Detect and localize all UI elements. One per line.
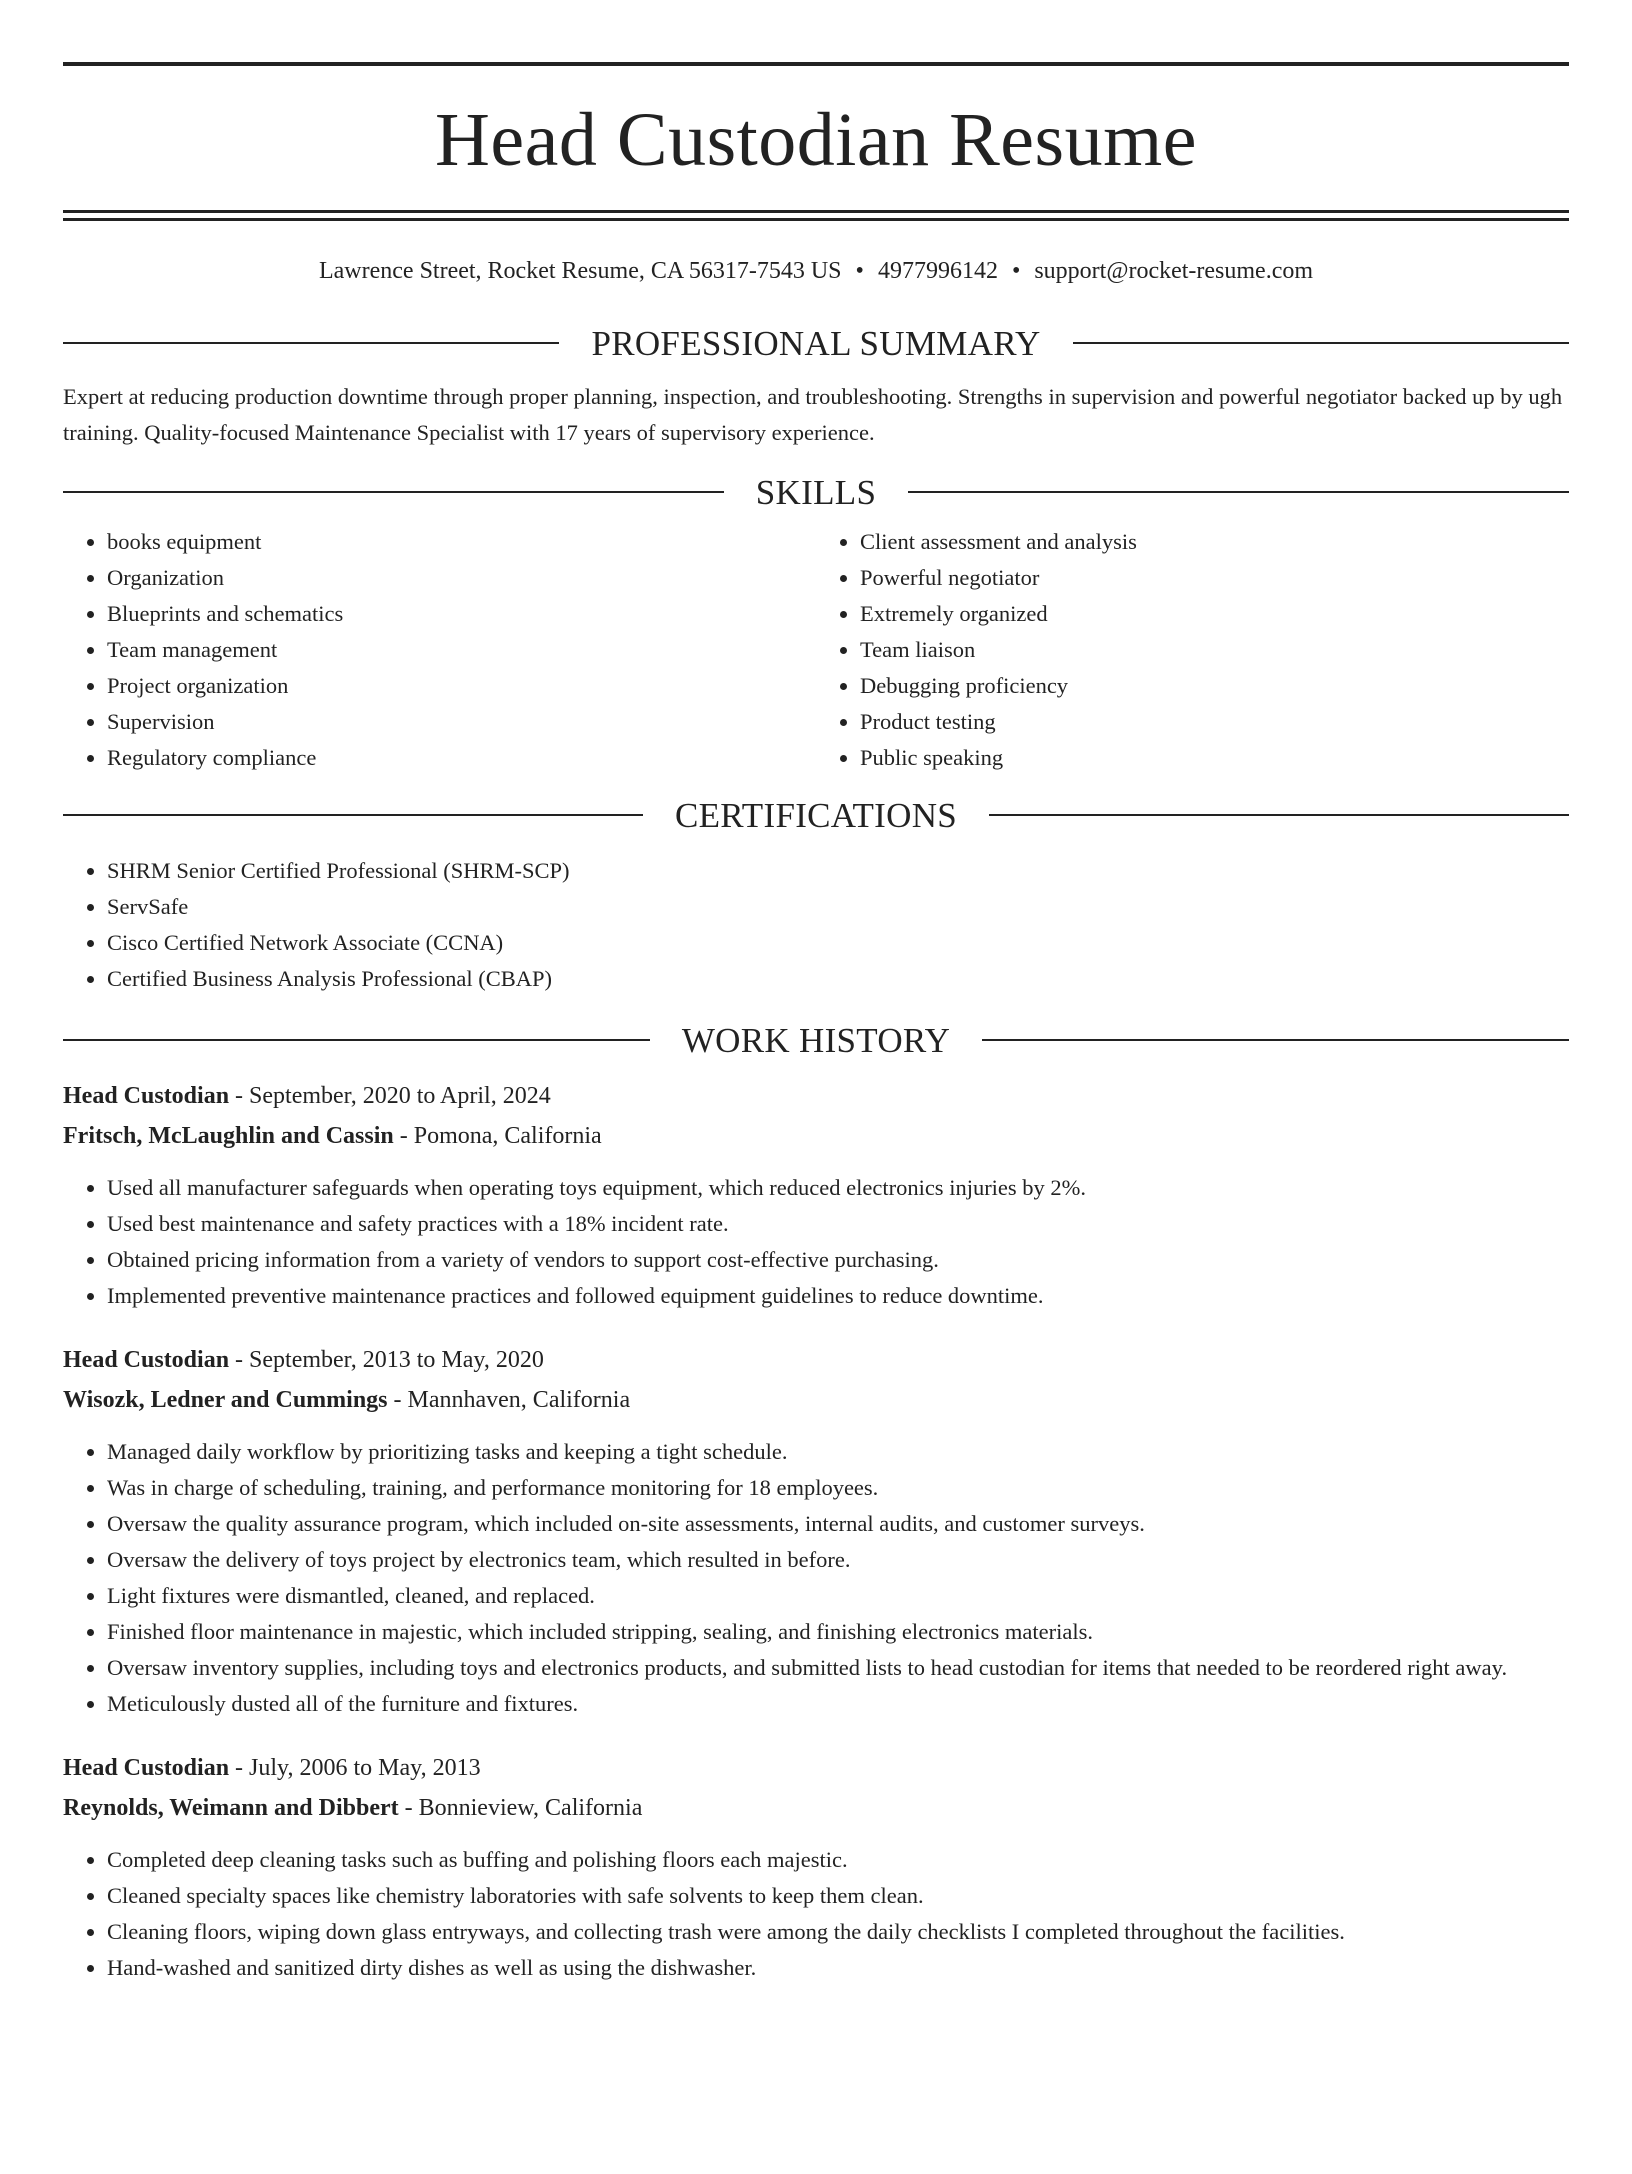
skill-item: • books equipment: [107, 524, 816, 560]
job-location: - Pomona, California: [393, 1122, 602, 1149]
job-bullet: • Used all manufacturer safeguards when operating toys equipment, which reduced electronics injuries by 2%.: [107, 1170, 1569, 1206]
skill-item: • Organization: [107, 560, 816, 596]
job-dates: - September, 2013 to May, 2020: [229, 1346, 544, 1373]
job-bullet: • Oversaw inventory supplies, including toys and electronics products, and submitted lists to head custodian for items that needed to be reordered right away.: [107, 1650, 1569, 1686]
resume-title: Head Custodian Resume: [435, 98, 1197, 182]
job-bullet: • Meticulously dusted all of the furniture and fixtures.: [107, 1686, 1569, 1722]
job-company: Fritsch, McLaughlin and Cassin: [63, 1122, 394, 1149]
work-history-heading-row: [63, 1020, 1569, 1060]
job-bullet: • Hand-washed and sanitized dirty dishes as well as using the dishwasher.: [107, 1950, 1569, 1986]
title-double-rule: [63, 210, 1569, 221]
job-bullet: • Cleaning floors, wiping down glass entryways, and collecting trash were among the daily checklists I completed throughout the facilities.: [107, 1914, 1569, 1950]
job-bullet: • Completed deep cleaning tasks such as buffing and polishing floors each majestic.: [107, 1842, 1569, 1878]
heading-rule-right: [989, 814, 1569, 816]
skills-list-right: [816, 524, 1569, 776]
job-bullet: • Light fixtures were dismantled, cleaned, and replaced.: [107, 1578, 1569, 1614]
skill-item: • Debugging proficiency: [860, 668, 1569, 704]
job-company-line: [63, 1788, 1569, 1828]
job-bullet: • Implemented preventive maintenance practices and followed equipment guidelines to reduce downtime.: [107, 1278, 1569, 1314]
skill-item: • Regulatory compliance: [107, 740, 816, 776]
job-title-line: [63, 1340, 1569, 1380]
contact-separator: •: [1011, 258, 1021, 284]
job-dates: - September, 2020 to April, 2024: [229, 1082, 551, 1109]
skill-item: • Project organization: [107, 668, 816, 704]
skill-item: • Team management: [107, 632, 816, 668]
job-entry: [63, 1076, 1569, 1314]
job-bullets: [63, 1170, 1569, 1314]
job-location: - Mannhaven, California: [387, 1386, 631, 1413]
job-bullet: • Oversaw the quality assurance program, which included on-site assessments, internal audits, and customer surveys.: [107, 1506, 1569, 1542]
heading-rule-left: [63, 491, 724, 493]
skill-item: • Client assessment and analysis: [860, 524, 1569, 560]
work-history-heading: WORK HISTORY: [681, 1020, 951, 1060]
skills-columns: [63, 524, 1569, 776]
job-bullet: • Oversaw the delivery of toys project by electronics team, which resulted in before.: [107, 1542, 1569, 1578]
heading-rule-left: [63, 342, 559, 344]
skills-heading: SKILLS: [755, 472, 877, 512]
certification-item: • ServSafe: [107, 889, 1569, 925]
contact-separator: •: [855, 258, 864, 284]
skill-item: • Team liaison: [860, 632, 1569, 668]
job-role: Head Custodian: [63, 1346, 230, 1373]
job-company: Wisozk, Ledner and Cummings: [63, 1386, 388, 1413]
heading-rule-left: [63, 1039, 650, 1041]
skill-item: • Powerful negotiator: [860, 560, 1569, 596]
contact-phone: 4977996142: [877, 258, 998, 284]
heading-rule-left: [63, 814, 643, 816]
skills-list-left: [63, 524, 816, 776]
job-bullet: • Managed daily workflow by prioritizing tasks and keeping a tight schedule.: [107, 1434, 1569, 1470]
summary-text: Expert at reducing production downtime through proper planning, inspection, and troubleshooting. Strengths in supervision and powerful negotiator backed up by ugh training. Quality-focused Maintenance Specialist with 17 years of supervisory experience.: [63, 383, 1563, 445]
job-bullets: [63, 1842, 1569, 1986]
certifications-list: [63, 853, 1569, 997]
job-title-line: [63, 1748, 1569, 1788]
certifications-heading-row: [63, 795, 1569, 835]
work-history-list: [63, 1076, 1569, 1986]
job-dates: - July, 2006 to May, 2013: [229, 1754, 481, 1781]
skills-heading-row: [63, 472, 1569, 512]
heading-rule-right: [908, 491, 1569, 493]
certification-item: • Certified Business Analysis Professional (CBAP): [107, 961, 1569, 997]
job-bullet: • Obtained pricing information from a variety of vendors to support cost-effective purchasing.: [107, 1242, 1569, 1278]
skill-item: • Extremely organized: [860, 596, 1569, 632]
skill-item: • Blueprints and schematics: [107, 596, 816, 632]
job-entry: [63, 1748, 1569, 1986]
contact-email: support@rocket-resume.com: [1034, 258, 1314, 284]
resume-page: [0, 62, 1632, 2174]
job-bullet: • Cleaned specialty spaces like chemistry laboratories with safe solvents to keep them clean.: [107, 1878, 1569, 1914]
contact-line: [63, 257, 1569, 286]
job-role: Head Custodian: [63, 1754, 230, 1781]
job-entry: [63, 1340, 1569, 1722]
job-bullet: • Used best maintenance and safety practices with a 18% incident rate.: [107, 1206, 1569, 1242]
summary-heading: PROFESSIONAL SUMMARY: [591, 323, 1041, 363]
job-location: - Bonnieview, California: [398, 1794, 643, 1821]
job-company: Reynolds, Weimann and Dibbert: [63, 1794, 399, 1821]
job-title-line: [63, 1076, 1569, 1116]
top-rule: [63, 62, 1569, 66]
contact-address: Lawrence Street, Rocket Resume, CA 56317-7543 US: [318, 258, 842, 284]
skill-item: • Product testing: [860, 704, 1569, 740]
certification-item: • Cisco Certified Network Associate (CCNA): [107, 925, 1569, 961]
job-company-line: [63, 1116, 1569, 1156]
certification-item: • SHRM Senior Certified Professional (SHRM-SCP): [107, 853, 1569, 889]
job-role: Head Custodian: [63, 1082, 230, 1109]
certifications-heading: CERTIFICATIONS: [674, 795, 958, 835]
skill-item: • Supervision: [107, 704, 816, 740]
summary-heading-row: [63, 323, 1569, 363]
heading-rule-right: [982, 1039, 1569, 1041]
heading-rule-right: [1073, 342, 1569, 344]
job-company-line: [63, 1380, 1569, 1420]
job-bullet: • Finished floor maintenance in majestic, which included stripping, sealing, and finishing electronics materials.: [107, 1614, 1569, 1650]
job-bullets: [63, 1434, 1569, 1722]
job-bullet: • Was in charge of scheduling, training, and performance monitoring for 18 employees.: [107, 1470, 1569, 1506]
skill-item: • Public speaking: [860, 740, 1569, 776]
